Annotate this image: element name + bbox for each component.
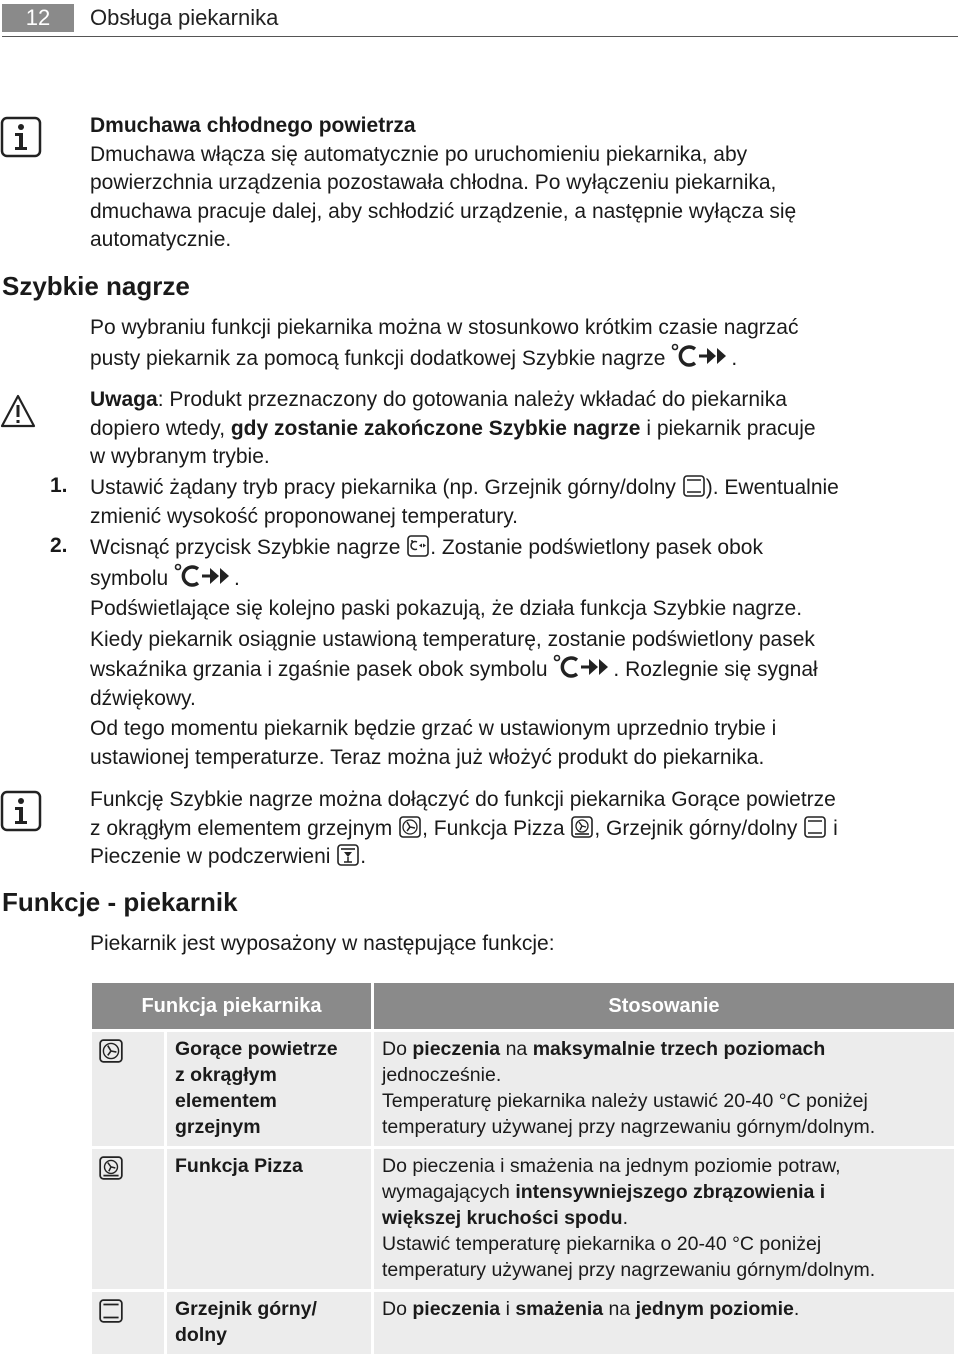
top-bottom-heat-icon [682,474,706,498]
usage-line [382,1179,948,1205]
warning-line [90,386,958,415]
function-icon-cell [92,1292,164,1354]
usage-line: temperatury używanej przy nagrzewaniu górnym/dolnym. [382,1116,876,1138]
usage-line [382,1296,948,1322]
step-line [90,563,958,594]
note-line: Funkcję Szybkie nagrze można dołączyć do funkcji piekarnika Gorące powietrze [90,788,836,811]
step-line: dźwiękowy. [90,686,196,710]
step-text: Ustawić żądany tryb pracy piekarnika (np. Grzejnik górny/dolny [90,476,682,499]
step-line: Kiedy piekarnik osiągnie ustawioną temperaturę, zostanie podświetlony pasek [90,627,815,651]
intro-line: Po wybraniu funkcji piekarnika można w stosunkowo krótkim czasie nagrzać [90,316,799,339]
step-paragraph: Podświetlające się kolejno paski pokazują, że działa funkcja Szybkie nagrze. [90,597,803,620]
top-bottom-heat-icon [803,815,827,839]
pizza-function-icon [98,1155,124,1181]
warning-text-3: i piekarnik pracuje [640,416,816,440]
section-heading-oven-functions: Funkcje - piekarnik [2,887,238,917]
usage-emphasis: większej kruchości spodu [382,1207,623,1229]
step-text: . Zostanie podświetlony pasek obok [430,536,763,559]
warning-line [90,415,958,444]
page-header [0,0,960,40]
table-row [92,1149,954,1289]
function-icon-cell [92,1149,164,1289]
function-icon-cell [92,1032,164,1146]
step-number: 2. [50,534,68,557]
warning-text-1: : Produkt przeznaczony do gotowania należy wkładać do piekarnika [157,388,787,411]
function-usage [374,1149,954,1289]
step-text: . Rozlegnie się sygnał [613,658,818,681]
step-2 [90,534,958,772]
warning-text-2: dopiero wtedy, [90,416,231,440]
note-line: Dmuchawa włącza się automatycznie po uruchomieniu piekarnika, aby [90,142,748,166]
info-icon [0,116,42,158]
oven-functions-intro: Piekarnik jest wyposażony w następujące funkcje: [90,932,555,955]
step-line [90,654,958,685]
infrared-grill-icon [336,843,360,867]
usage-line: Do pieczenia i smażenia na jednym poziomie potraw, [382,1155,841,1177]
step-text: . [234,566,240,590]
usage-emphasis: intensywniejszego zbrązowienia i [515,1181,826,1203]
function-name-line: elementem [175,1090,277,1112]
oven-functions-table [89,980,957,1357]
step-paragraph [90,626,958,714]
note-line: powierzchnia urządzenia pozostawała chłodna. Po wyłączeniu piekarnika, [90,171,777,194]
warning-label: Uwaga [90,388,158,411]
usage-line [382,1205,948,1231]
note-text: . [360,845,367,868]
function-name-line: grzejnym [175,1116,261,1138]
usage-text: . [793,1298,800,1320]
function-name [167,1032,371,1146]
hot-air-fan-icon [98,1038,124,1064]
usage-emphasis: pieczenia [412,1298,501,1320]
quick-heat-button-icon [406,534,430,558]
step-line: Od tego momentu piekarnik będzie grzać w ustawionym uprzednio trybie i [90,717,777,740]
intro-line [90,343,950,374]
usage-line [382,1036,948,1062]
step-number: 1. [50,474,68,497]
section-heading-quick-heat: Szybkie nagrze [2,271,190,301]
usage-line: Ustawić temperaturę piekarnika o 20-40 °C poniżej [382,1233,822,1255]
warning-text [90,386,958,472]
function-name-line: Gorące powietrze [175,1038,338,1060]
usage-text: na [500,1038,533,1060]
hot-air-fan-icon [398,815,422,839]
step-line [90,534,958,563]
usage-text: Do [382,1038,413,1060]
table-row [92,1292,954,1354]
step-text: Wcisnąć przycisk Szybkie nagrze [90,536,407,559]
usage-text: wymagających [382,1181,516,1203]
usage-text: na [603,1298,636,1320]
note-cooling-fan [90,112,950,255]
function-name [167,1149,371,1289]
info-icon [0,790,42,832]
usage-text: i [500,1298,516,1320]
step-1 [90,474,958,531]
step-line [90,474,958,503]
quick-heat-icon [671,343,731,369]
usage-line: temperatury używanej przy nagrzewaniu górnym/dolnym. [382,1259,876,1281]
quick-heat-intro [90,314,950,373]
quick-heat-icon [174,563,234,589]
function-name-line: Grzejnik górny/ [175,1298,317,1320]
header-divider [2,36,958,37]
top-bottom-heat-icon [98,1298,124,1324]
step-text: wskaźnika grzania i zgaśnie pasek obok symbolu [90,658,554,681]
usage-line: Temperaturę piekarnika należy ustawić 20-40 °C poniżej [382,1090,868,1112]
usage-emphasis: smażenia [515,1298,604,1320]
usage-line: jednocześnie. [382,1064,502,1086]
quick-heat-icon [553,654,613,680]
step-paragraph [90,715,958,772]
page-number: 12 [2,4,74,32]
note-combinations [90,786,958,872]
function-usage [374,1032,954,1146]
usage-emphasis: jednym poziomie [635,1298,794,1320]
warning-icon [0,394,36,428]
step-text: ). Ewentualnie [705,476,839,499]
column-header-usage: Stosowanie [374,983,954,1029]
note-line: automatycznie. [90,228,232,251]
step-line: ustawionej temperaturze. Teraz można już włożyć produkt do piekarnika. [90,745,765,769]
note-line [90,843,958,872]
note-line [90,815,958,844]
intro-end: . [731,346,738,370]
usage-emphasis: pieczenia [412,1038,501,1060]
note-text: z okrągłym elementem grzejnym [90,816,399,840]
page-title: Obsługa piekarnika [90,5,279,30]
intro-text: pusty piekarnik za pomocą funkcji dodatkowej Szybkie nagrze [90,346,666,370]
step-text: symbolu [90,566,175,590]
note-text: , Funkcja Pizza [422,816,571,840]
note-title: Dmuchawa chłodnego powietrza [90,114,416,137]
table-header-row [92,983,954,1029]
usage-text: . [622,1207,629,1229]
note-text: , Grzejnik górny/dolny [594,816,804,840]
warning-emphasis: gdy zostanie zakończone Szybkie nagrze [230,416,641,440]
function-name-line: dolny [175,1324,227,1346]
warning-line: w wybranym trybie. [90,445,270,468]
function-name [167,1292,371,1354]
function-usage [374,1292,954,1354]
column-header-function: Funkcja piekarnika [92,983,371,1029]
usage-text: Do [382,1298,413,1320]
usage-emphasis: maksymalnie trzech poziomach [532,1038,826,1060]
note-line: dmuchawa pracuje dalej, aby schłodzić urządzenie, a następnie wyłącza się [90,199,797,223]
step-line: zmienić wysokość proponowanej temperatury. [90,504,518,528]
note-text: Pieczenie w podczerwieni [90,845,337,868]
function-name-line: Funkcja Pizza [175,1155,303,1177]
table-row [92,1032,954,1146]
note-text: i [827,816,838,840]
function-name-line: z okrągłym [175,1064,277,1086]
pizza-function-icon [570,815,594,839]
